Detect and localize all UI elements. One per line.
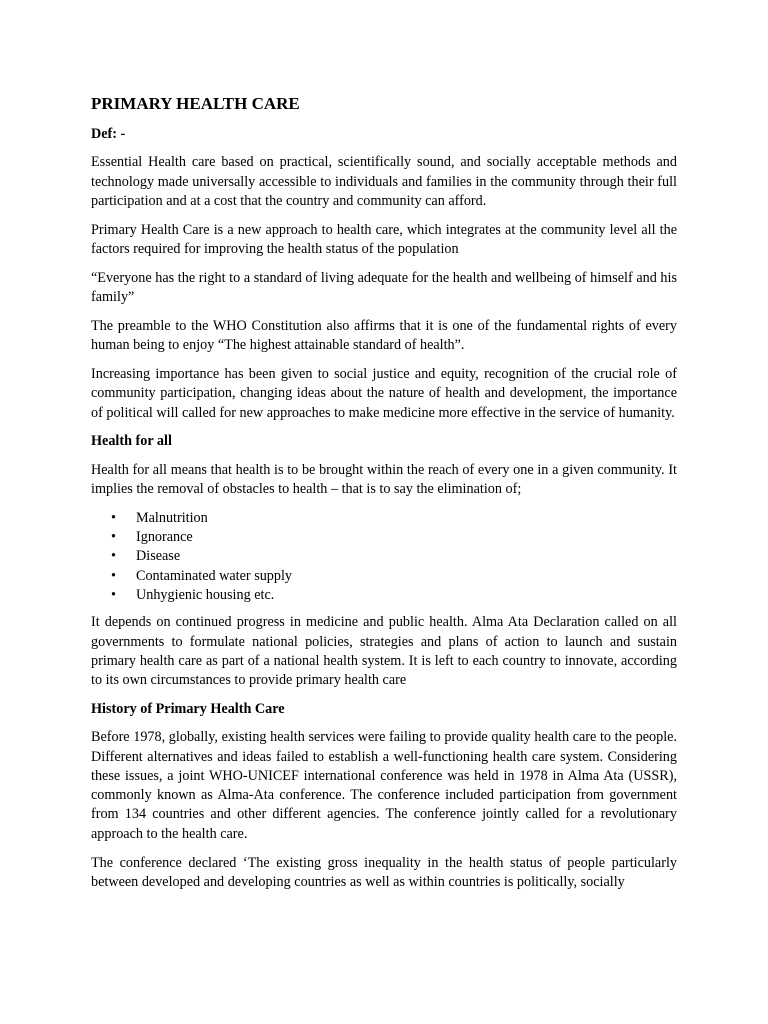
paragraph-conference-declared: The conference declared ‘The existing gross inequality in the health status of people particularly between developed and developing countries as well as within countries is politically, socially <box>91 854 677 890</box>
bullet-icon: • <box>111 567 116 584</box>
list-item <box>91 567 677 586</box>
list-item <box>91 509 677 528</box>
list-item-text: Contaminated water supply <box>136 567 293 584</box>
bullet-icon: • <box>111 529 116 546</box>
paragraph-health-for-all: Health for all means that health is to be brought within the reach of every one in a given community. It implies the removal of obstacles to health – that is to say the elimination of; <box>91 461 677 497</box>
heading-health-for-all: Health for all <box>91 433 172 450</box>
paragraph-alma-ata-call: It depends on continued progress in medicine and public health. Alma Ata Declaration called on all governments to formulate national policies, strategies and plans of action to launch and sustain primary health care as part of a national health system. It is left to each country to innovate, according to its own circumstances to provide primary health care <box>91 614 677 689</box>
bullet-icon: • <box>111 586 116 603</box>
document-title: PRIMARY HEALTH CARE <box>91 94 300 113</box>
paragraph-new-approach: Primary Health Care is a new approach to health care, which integrates at the community level all the factors required for improving the health status of the population <box>91 221 677 257</box>
list-item <box>91 586 677 605</box>
list-item-text: Malnutrition <box>136 509 208 526</box>
list-item-text: Ignorance <box>136 529 193 546</box>
obstacles-list <box>91 509 677 605</box>
list-item-text: Unhygienic housing etc. <box>136 586 275 603</box>
paragraph-history-before-1978: Before 1978, globally, existing health services were failing to provide quality health care to the people. Different alternatives and ideas failed to establish a well-functioning health care system. Considering these issues, a joint WHO-UNICEF international conference was held in 1978 in Alma Ata (USSR), commonly known as Alma-Ata conference. The conference included participation from government from 134 countries and other different agencies. The conference jointly called for a revolutionary approach to the health care. <box>91 729 677 842</box>
paragraph-who-preamble: The preamble to the WHO Constitution also affirms that it is one of the fundamental rights of every human being to enjoy “The highest attainable standard of health”. <box>91 317 677 354</box>
paragraph-definition: Essential Health care based on practical, scientifically sound, and socially acceptable methods and technology made universally accessible to individuals and families in the community through their full participation and at a cost that the country and community can afford. <box>91 154 677 209</box>
document-page <box>91 93 677 902</box>
list-item-text: Disease <box>136 548 181 565</box>
bullet-icon: • <box>111 548 116 565</box>
paragraph-quote: “Everyone has the right to a standard of living adequate for the health and wellbeing of himself and his family” <box>91 269 677 306</box>
bullet-icon: • <box>111 509 116 526</box>
heading-history: History of Primary Health Care <box>91 700 285 717</box>
paragraph-social-justice: Increasing importance has been given to social justice and equity, recognition of the crucial role of community participation, changing ideas about the nature of health and development, the importance of political will called for new approaches to make medicine more effective in the service of humanity. <box>91 365 677 421</box>
definition-label: Def: - <box>91 126 126 142</box>
list-item <box>91 528 677 547</box>
list-item <box>91 547 677 566</box>
